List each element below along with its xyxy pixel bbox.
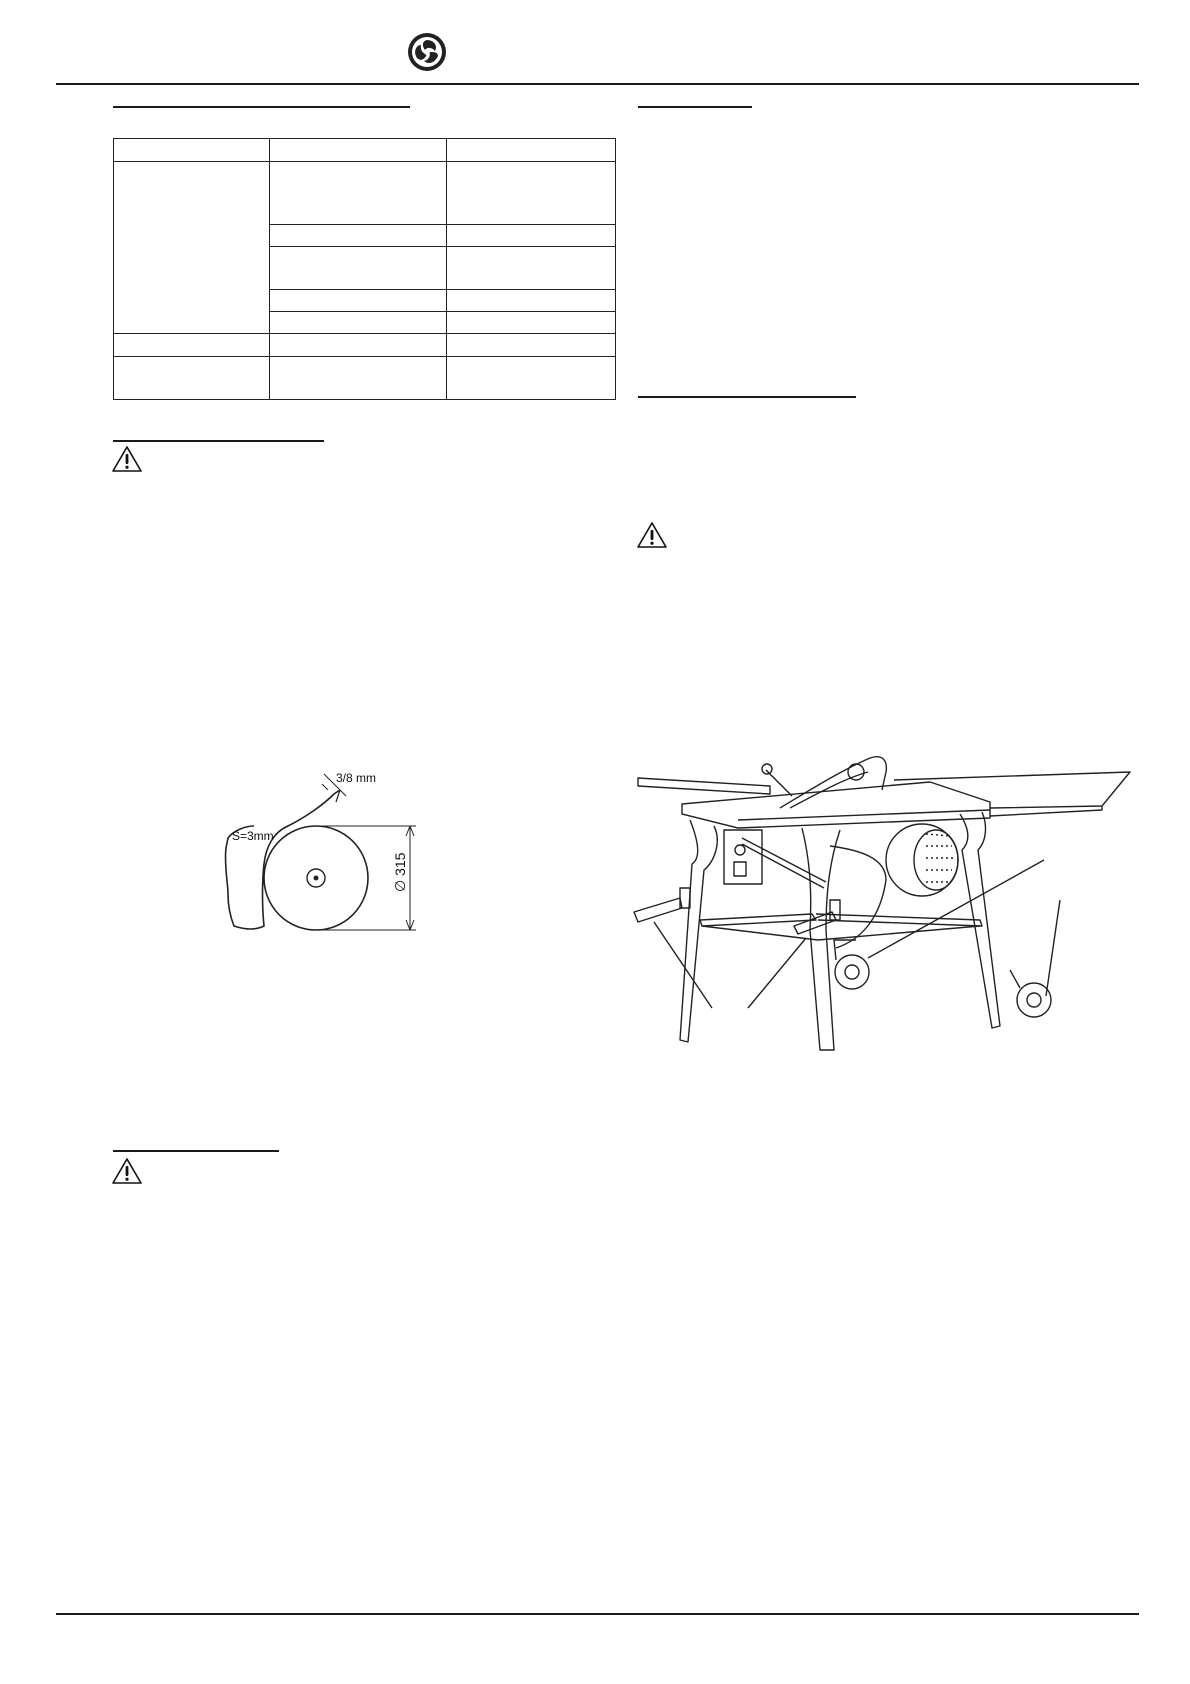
spec-table (113, 138, 616, 400)
table-cell (270, 162, 447, 225)
diameter-label: ∅ 315 (392, 852, 408, 892)
table-cell (447, 357, 616, 400)
table-cell (447, 139, 616, 162)
thickness-label: S=3mm (232, 829, 274, 843)
table-cell (447, 334, 616, 357)
spec-section-heading-underline (113, 106, 410, 108)
right-section-heading-underline (638, 106, 752, 108)
header-rule (56, 83, 1139, 85)
table-cell (270, 247, 447, 290)
table-cell (447, 247, 616, 290)
hand-outline (225, 790, 340, 929)
warning-triangle-icon (111, 1157, 143, 1185)
table-cell (114, 357, 270, 400)
table-cell (270, 334, 447, 357)
table-cell (114, 139, 270, 162)
table-row (114, 162, 616, 225)
table-cell (270, 357, 447, 400)
table-cell (270, 225, 447, 247)
safety-section-heading-underline (113, 440, 324, 442)
table-cell (114, 162, 270, 334)
second-section-heading-underline (113, 1150, 279, 1152)
table-cell (270, 139, 447, 162)
table-cell (270, 312, 447, 334)
blade-diagram (224, 766, 434, 946)
footer-rule (56, 1613, 1139, 1615)
table-row (114, 139, 616, 162)
warning-triangle-icon (111, 445, 143, 473)
table-cell (447, 162, 616, 225)
table-cell (270, 290, 447, 312)
brand-logo-icon (407, 32, 447, 72)
table-cell (447, 312, 616, 334)
table-cell (114, 334, 270, 357)
table-cell (447, 290, 616, 312)
kerf-label: 3/8 mm (336, 771, 377, 785)
table-cell (447, 225, 616, 247)
table-row (114, 357, 616, 400)
warning-triangle-icon (636, 521, 668, 549)
table-row (114, 334, 616, 357)
install-section-heading-underline (638, 396, 856, 398)
table-saw-illustration (630, 750, 1142, 1060)
